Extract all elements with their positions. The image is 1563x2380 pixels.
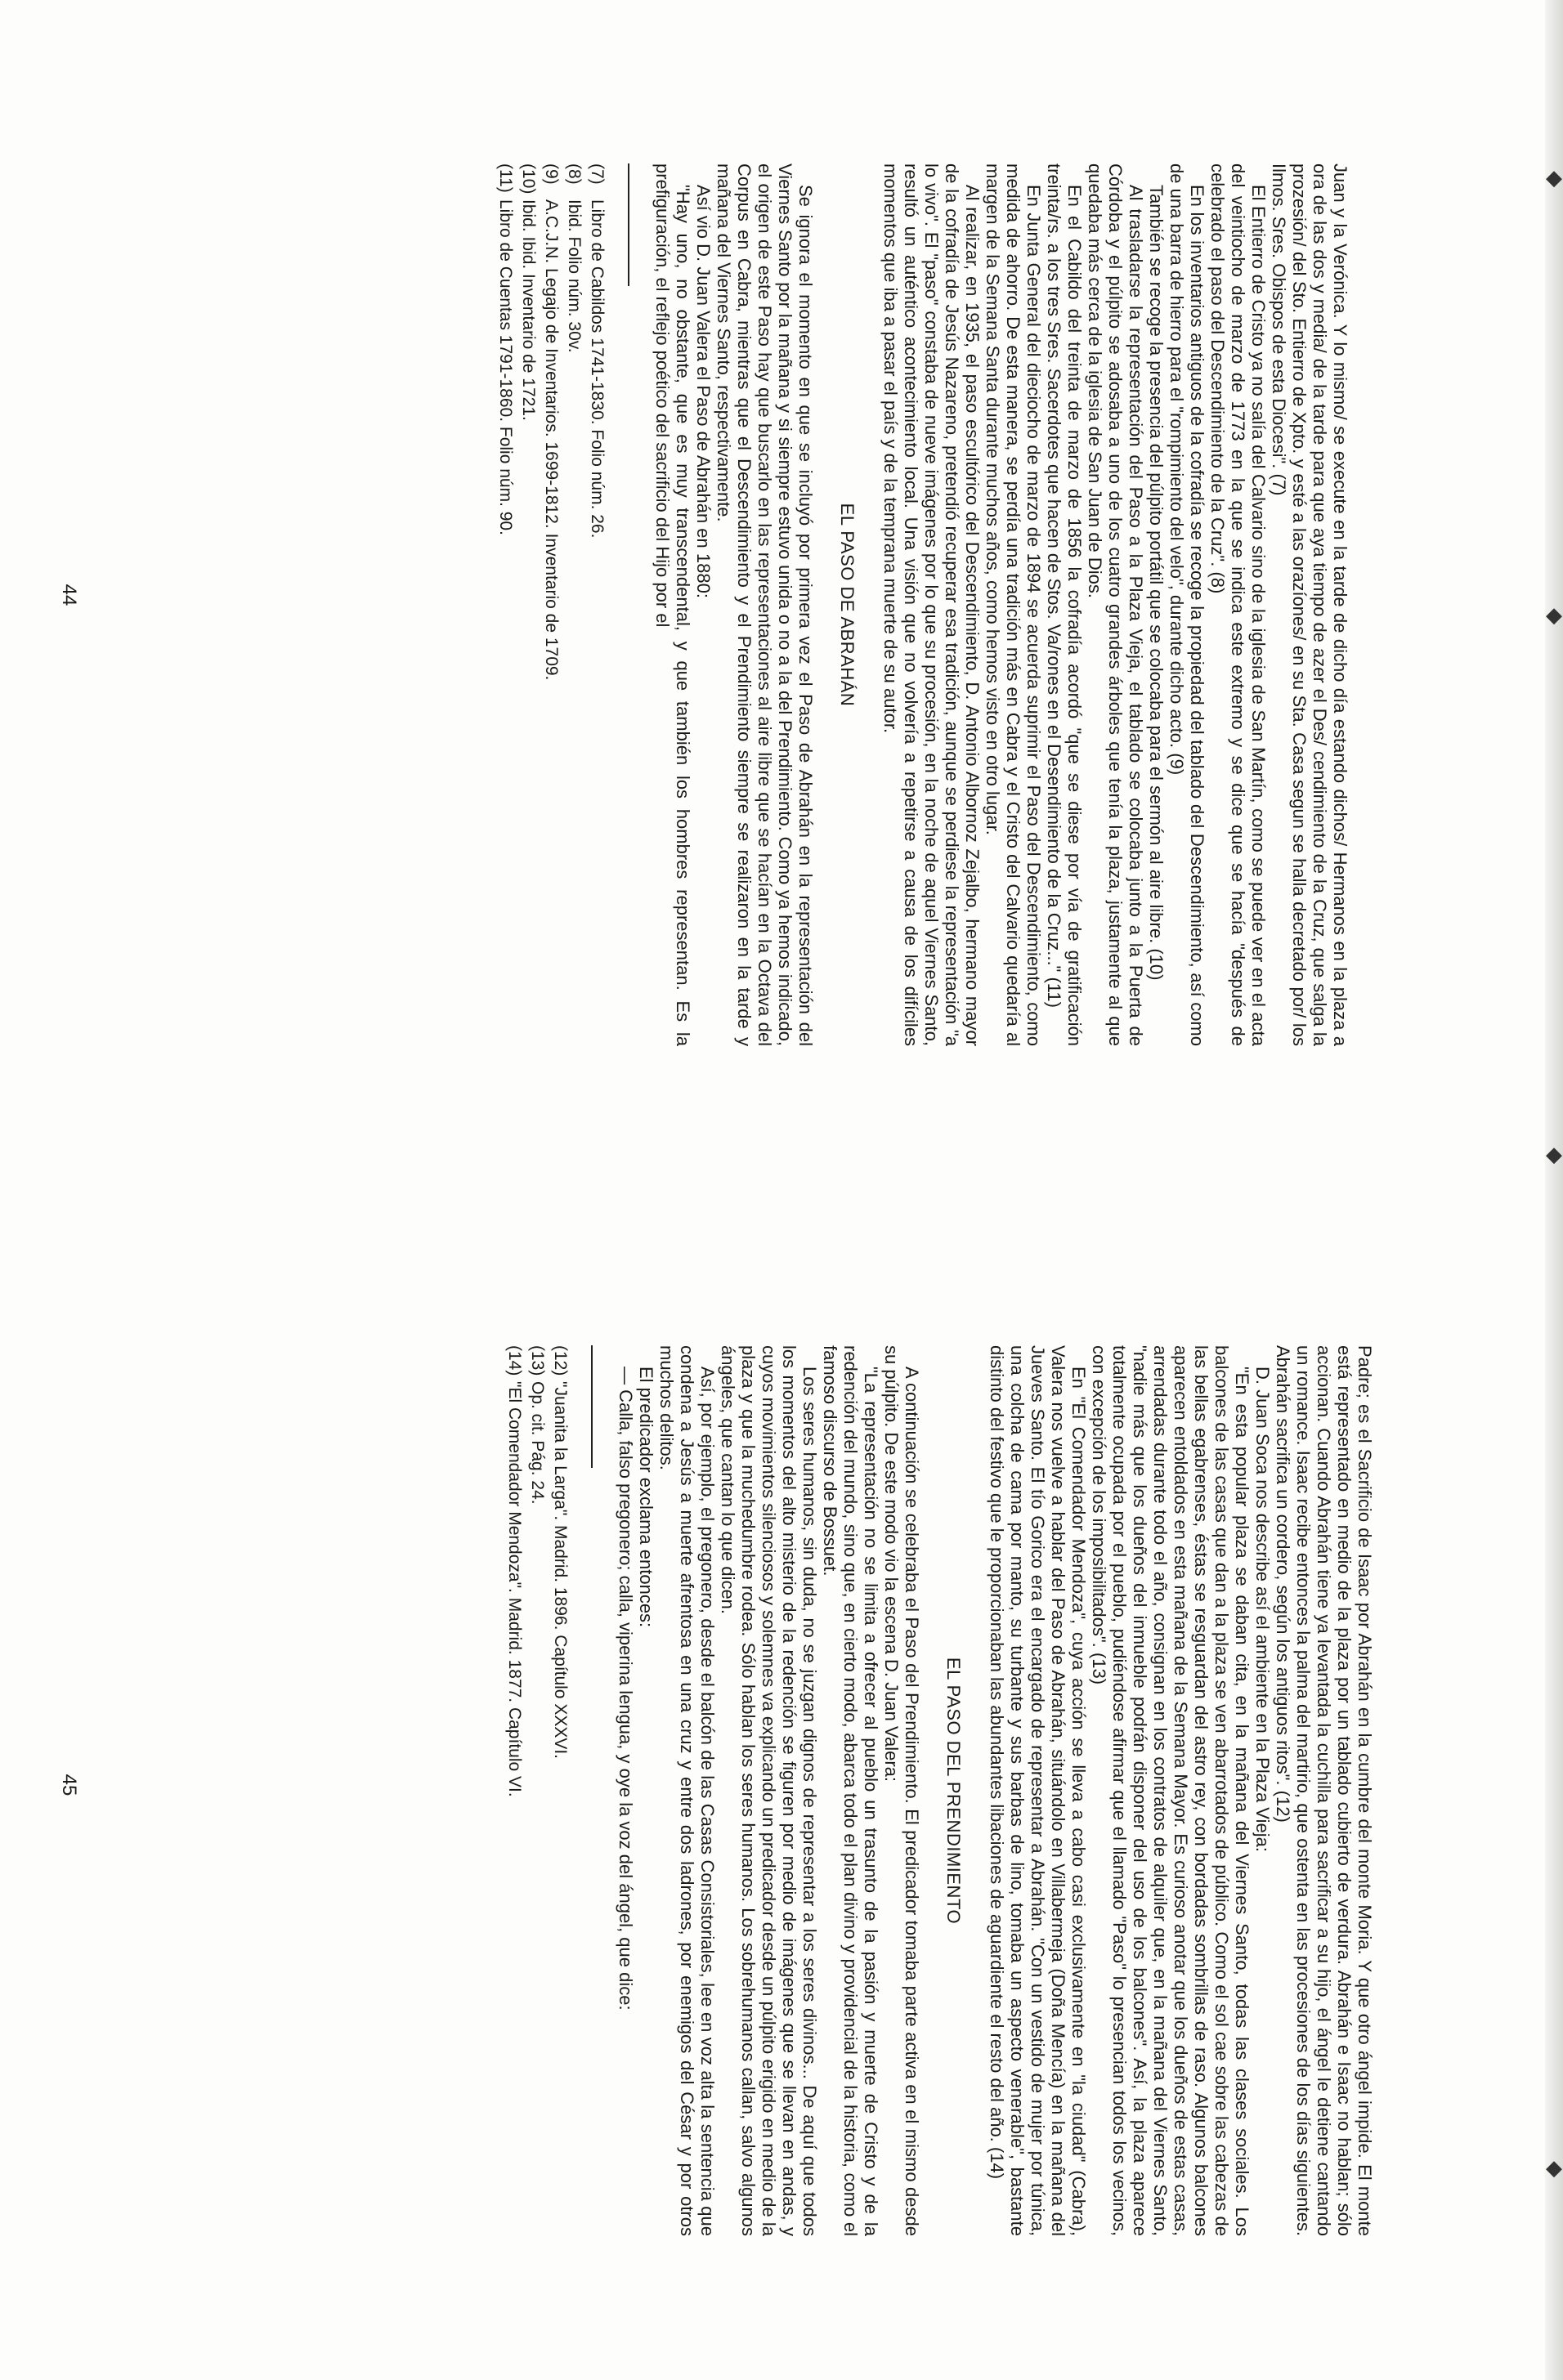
- footnote: [549, 1345, 571, 2236]
- binding-mark-icon: ◆: [1546, 1143, 1562, 1167]
- paragraph: En Junta General del dieciocho de marzo de 1894 se acuerda suprimir el Paso del Descendimiento, como medida de ahorro. De esta manera, se perdía una tradición más en Cabra y el Cristo del Calvario quedaría al margen de la Semana Santa durante muchos años, como hemos visto en otro lugar.: [983, 163, 1044, 1046]
- paragraph: Al trasladarse la representación del Paso a la Plaza Vieja, el tablado se colocaba junto a la Puerta de Córdoba y el púlpito se adosaba a uno de los cuatro grandes árboles que tenía la plaza, justamente al que quedaba más cerca de la iglesia de San Juan de Dios.: [1085, 163, 1146, 1046]
- paragraph: El predicador exclama entonces:: [636, 1367, 656, 1628]
- footnote-number: (14): [505, 1345, 524, 1376]
- page-number: 45: [58, 1774, 80, 1796]
- footnote-text: A.C.J.N. Legajo de Inventarios. 1699-1812. Inventario de 1709.: [542, 199, 561, 681]
- scan-edge-shadow: [1545, 0, 1563, 2380]
- paragraph: Así, por ejemplo, el pregonero, desde el balcón de las Casas Consistoriales, lee en voz alta la sentencia que condena a Jesús a muerte afrentosa en una cruz y entre dos ladrones, por enemigos del César y por otros muchos delitos.: [656, 1345, 718, 2236]
- paragraph: En "El Comendador Mendoza", cuya acción se lleva a cabo casi exclusivamente en "la ciudad" (Cabra), Valera nos vuelve a hablar del Paso de Abrahán, situándolo en Villabermeja (Doña Mencía) en la mañana del Jueves Santo. El tío Gorico era el encargado de representar a Abrahán. "Con un vestido de mujer por túnica, una colcha de cama por manto, su turbante y sus barbas de lino, tomaba un aspecto venerable", bastante distinto del festivo que le proporcionaban las abundantes libaciones de aguardiente el resto del año. (14): [987, 1345, 1089, 2236]
- footnotes: [494, 163, 608, 1046]
- paragraph: Al realizar, en 1935, el paso escultórico del Descendimiento, D. Antonio Albornoz Zejalbo, hermano mayor de la cofradía de Jesús Nazareno, pretendió recuperar esa tradición, aunque se perdiese la representación "a lo vivo". El "paso" constaba de nueve imágenes por lo que su procesión, en la noche de aquel Viernes Santo, resultó un auténtico acontecimiento local. Una visión que no volvería a repetirse a causa de los difíciles momentos que iba a pasar el país y de la temprana muerte de su autor.: [880, 163, 983, 1046]
- footnote: [517, 163, 540, 1046]
- binding-mark-icon: ◆: [1546, 2156, 1562, 2181]
- page-number: 44: [58, 584, 80, 606]
- footnote-number: (7): [588, 163, 607, 185]
- paragraph: "Hay uno, no obstante, que es muy transcendental, y que también los hombres representan. Es la prefiguración, el reflejo poético del sacrificio del Hijo por el: [652, 163, 693, 1046]
- paragraph: En los inventarios antiguos de la cofradía se recoge la propiedad del tablado del Descendimiento, así como de una barra de hierro para el "rompimiento del velo", durante dicho acto. (9): [1167, 163, 1207, 1046]
- paragraph: También se recoge la presencia del púlpito portátil que se colocaba para el sermón al aire libre. (10): [1146, 185, 1167, 981]
- footnote-number: (13): [528, 1345, 547, 1376]
- footnote-number: (8): [565, 163, 584, 185]
- footnote-text: Libro de Cabildos 1741-1830. Folio núm. 26.: [588, 199, 607, 539]
- footnote-text: "El Comendador Mendoza". Madrid. 1877. Capítulo VI.: [505, 1381, 524, 1797]
- paragraph: D. Juan Soca nos describe así el ambiente en la Plaza Vieja:: [1252, 1367, 1273, 1852]
- footnote-text: Ibid. Folio núm. 30v.: [565, 199, 584, 353]
- footnote-number: (10): [519, 163, 538, 195]
- footnote: [503, 1345, 526, 2236]
- page-44-text-column: [494, 163, 1350, 1046]
- section-heading: EL PASO DE ABRAHÁN: [837, 503, 858, 707]
- footnote-rule: [591, 1345, 593, 1468]
- footnote-text: Op. cit. Pág. 24.: [528, 1381, 547, 1505]
- footnote-rule: [628, 163, 629, 286]
- paragraph: Juan y la Verónica. Y lo mismo/ se execute en la tarde de dicho día estando dichos/ Hermanos en la plaza a ora de las dos y media/ de la tarde para que aya tiempo de azer el Des/ cendimiento de la Cruz, que salga la prozesión/ del Sto. Entierro de Xpto. y esté a las orazíones/ en su Sta. Casa segun se halla decretado por/ los Ilmos. Sres. Obispos de esta Diocesi". (7): [1269, 163, 1350, 1046]
- footnote-text: "Juanita la Larga". Madrid. 1896. Capítulo XXXVI.: [551, 1381, 570, 1760]
- paragraph: Los seres humanos, sin duda, no se juzgan dignos de representar a los seres divinos... De aquí que todos los momentos del alto misterio de la redención se figuren por medio de imágenes que se llevan en andas, y cuyos movimientos silenciosos y solemnes va explicando un predicador desde un púlpito erigido en medio de la plaza y que la muchedumbre rodea. Sólo hablan los seres humanos. Los sobrehumanos callan, salvo algunos ángeles, que cantan lo que dicen.: [718, 1345, 820, 2236]
- footnote: [494, 163, 517, 1046]
- footnote-text: Libro de Cuentas 1791-1860. Folio núm. 90.: [496, 199, 515, 535]
- page-45-text-column: [503, 1345, 1375, 2236]
- paragraph: Así vio D. Juan Valera el Paso de Abrahán en 1880:: [693, 185, 714, 598]
- paragraph: El Entierro de Cristo ya no salía del Calvario sino de la iglesia de San Martín, como se puede ver en el acta del veintiocho de marzo de 1773 en la que se indica este extremo y se dice que se hacía "después de celebrado el paso del Descendimiento de la Cruz". (8): [1207, 163, 1269, 1046]
- binding-mark-icon: ◆: [1546, 603, 1562, 628]
- footnote: [540, 163, 562, 1046]
- footnote: [562, 163, 585, 1046]
- binding-mark-icon: ◆: [1546, 166, 1562, 190]
- footnote-number: (9): [542, 163, 561, 185]
- paragraph: Padre; es el Sacrificio de Isaac por Abrahán en la cumbre del monte Moria. Y que otro ángel impide. El monte está representado en medio de la plaza por un tablado cubierto de verdura. Abrahán e Isaac no hablan; sólo accionan. Cuando Abrahán tiene ya levantada la cuchilla para sacrificar a su hijo, el ángel le detiene cantando un romance. Isaac recibe entonces la palma del martirio, que ostenta en las procesiones de los días siguientes. Abrahán sacrifica un cordero, según los antiguos ritos". (12): [1273, 1345, 1375, 2236]
- paragraph: — Calla, falso pregonero; calla, viperina lengua, y oye la voz del ángel, que dice:: [616, 1367, 636, 2011]
- paragraph: En el Cabildo del treinta de marzo de 1856 la cofradía acordó "que se diese por vía de gratificación treinta/rs. a los tres Sres. Sacerdotes que hacen de Stos. Va/rones en el Desendimiento de la Cruz..." (11): [1044, 163, 1085, 1046]
- section-heading: EL PASO DEL PRENDIMIENTO: [943, 1657, 964, 1925]
- footnote-number: (11): [496, 163, 515, 193]
- paragraph: "En esta popular plaza se daban cita, en la mañana del Viernes Santo, todas las clases sociales. Los balcones de las casas que dan a la plaza se ven abarrotados de público. Como el sol cae sobre las cabezas de las bellas egabrenses, éstas se resguardan del astro rey, con bordadas sombrillas de raso. Algunos balcones aparecen entoldados en esta mañana de la Semana Mayor. Es curioso anotar que los dueños de estas casas, arrendadas durante todo el año, consignan en los contratos de alquiler que, en la mañana del Viernes Santo, "nadie más que los dueños del inmueble podrán disponer del uso de los balcones". Así, la plaza aparece totalmente ocupada por el pueblo, pudiéndose afirmar que el llamado "Paso" lo presencian todos los vecinos, con excepción de los imposibilitados". (13): [1089, 1345, 1252, 2236]
- paragraph: A continuación se celebraba el Paso del Prendimiento. El predicador tomaba parte activa en el mismo desde su púlpito. De este modo vio la escena D. Juan Valera:: [881, 1345, 922, 2236]
- footnotes: [503, 1345, 571, 2236]
- footnote-text: Ibid. Ibid. Inventario de 1721.: [519, 199, 538, 421]
- paragraph: "La representación no se limita a ofrecer al pueblo un trasunto de la pasión y muerte de Cristo y de la redención del mundo, sino que, en cierto modo, abarca todo el plan divino y providencial de la historia, como el famoso discurso de Bossuet.: [820, 1345, 881, 2236]
- paragraph: Se ignora el momento en que se incluyó por primera vez el Paso de Abrahán en la representación del Viernes Santo por la mañana y si siempre estuvo unida o no a la del Prendimiento. Como ya hemos indicado, el origen de este Paso hay que buscarlo en las representaciones al aire libre que se hacían en la Octava del Corpus en Cabra, mientras que el Descendimiento y el Prendimiento siempre se realizaron en la tarde y mañana del Viernes Santo, respectivamente.: [714, 163, 816, 1046]
- page-45: [0, 1190, 1563, 2380]
- footnote: [526, 1345, 549, 2236]
- footnote: [585, 163, 608, 1046]
- footnote-number: (12): [551, 1345, 570, 1376]
